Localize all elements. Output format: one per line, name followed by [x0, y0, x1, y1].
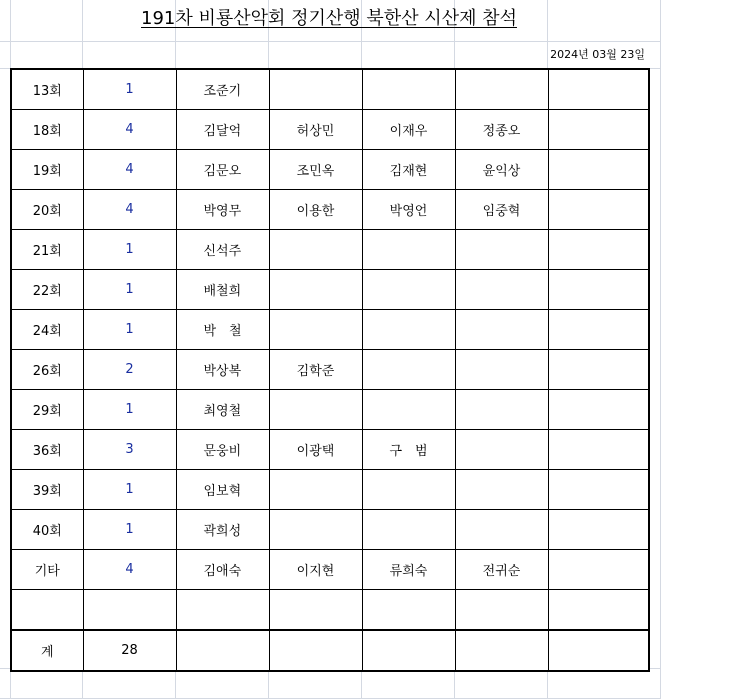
empty-cell[interactable]	[269, 630, 362, 671]
name-cell[interactable]: 박 철	[176, 310, 269, 350]
name-cell[interactable]: 조민옥	[269, 150, 362, 190]
count-cell[interactable]: 4	[83, 190, 176, 230]
name-cell[interactable]: 배철희	[176, 270, 269, 310]
table-row	[11, 390, 649, 430]
total-row	[11, 630, 649, 671]
name-cell[interactable]	[362, 470, 455, 510]
name-cell[interactable]	[455, 350, 548, 390]
empty-cell[interactable]	[548, 630, 649, 671]
table-row	[11, 590, 649, 631]
name-cell[interactable]	[548, 69, 649, 110]
name-cell[interactable]	[362, 310, 455, 350]
name-cell[interactable]: 문웅비	[176, 430, 269, 470]
group-cell[interactable]: 22회	[11, 270, 83, 310]
name-cell[interactable]: 박영언	[362, 190, 455, 230]
name-cell[interactable]: 허상민	[269, 110, 362, 150]
name-cell[interactable]	[548, 430, 649, 470]
empty-cell[interactable]	[362, 630, 455, 671]
table-row	[11, 150, 649, 190]
name-cell[interactable]	[269, 470, 362, 510]
group-cell[interactable]	[11, 590, 83, 631]
name-cell[interactable]	[362, 350, 455, 390]
name-cell[interactable]: 김학준	[269, 350, 362, 390]
table-row	[11, 69, 649, 110]
name-cell[interactable]	[269, 590, 362, 631]
table-row	[11, 190, 649, 230]
name-cell[interactable]	[176, 590, 269, 631]
table-row	[11, 350, 649, 390]
count-cell[interactable]: 1	[83, 310, 176, 350]
name-cell[interactable]: 김문오	[176, 150, 269, 190]
count-cell[interactable]: 1	[83, 470, 176, 510]
table-row	[11, 510, 649, 550]
table-row	[11, 110, 649, 150]
name-cell[interactable]	[455, 390, 548, 430]
name-cell[interactable]: 이재우	[362, 110, 455, 150]
table-row	[11, 310, 649, 350]
group-cell[interactable]: 29회	[11, 390, 83, 430]
table-row	[11, 550, 649, 590]
name-cell[interactable]	[548, 270, 649, 310]
count-cell[interactable]: 1	[83, 390, 176, 430]
grid-line	[660, 0, 661, 699]
name-cell[interactable]	[455, 430, 548, 470]
count-cell[interactable]	[83, 590, 176, 631]
empty-cell[interactable]	[455, 630, 548, 671]
name-cell[interactable]	[548, 590, 649, 631]
name-cell[interactable]: 박영무	[176, 190, 269, 230]
title-text: 191차 비룡산악회 정기산행 북한산 시산제 참석	[141, 8, 517, 29]
name-cell[interactable]: 임보혁	[176, 470, 269, 510]
name-cell[interactable]	[362, 390, 455, 430]
name-cell[interactable]	[362, 510, 455, 550]
name-cell[interactable]	[362, 270, 455, 310]
name-cell[interactable]: 임중혁	[455, 190, 548, 230]
name-cell[interactable]	[455, 270, 548, 310]
name-cell[interactable]	[269, 390, 362, 430]
name-cell[interactable]	[269, 230, 362, 270]
name-cell[interactable]	[455, 510, 548, 550]
name-cell[interactable]	[269, 310, 362, 350]
name-cell[interactable]	[548, 310, 649, 350]
name-cell[interactable]	[548, 390, 649, 430]
count-cell[interactable]: 1	[83, 230, 176, 270]
count-cell[interactable]: 3	[83, 430, 176, 470]
name-cell[interactable]	[455, 230, 548, 270]
name-cell[interactable]: 이용한	[269, 190, 362, 230]
count-cell[interactable]: 4	[83, 150, 176, 190]
name-cell[interactable]: 최영철	[176, 390, 269, 430]
name-cell[interactable]	[548, 470, 649, 510]
total-label-cell[interactable]: 계	[11, 630, 83, 671]
name-cell[interactable]: 조준기	[176, 69, 269, 110]
name-cell[interactable]	[548, 150, 649, 190]
empty-cell[interactable]	[176, 630, 269, 671]
name-cell[interactable]: 전귀순	[455, 550, 548, 590]
name-cell[interactable]: 박상복	[176, 350, 269, 390]
count-cell[interactable]: 1	[83, 270, 176, 310]
group-cell[interactable]: 13회	[11, 69, 83, 110]
name-cell[interactable]	[548, 350, 649, 390]
group-cell[interactable]: 39회	[11, 470, 83, 510]
group-cell[interactable]: 기타	[11, 550, 83, 590]
name-cell[interactable]	[362, 69, 455, 110]
name-cell[interactable]: 윤익상	[455, 150, 548, 190]
name-cell[interactable]: 김재현	[362, 150, 455, 190]
event-date: 2024년 03월 23일	[550, 48, 645, 61]
count-cell[interactable]: 1	[83, 510, 176, 550]
name-cell[interactable]: 신석주	[176, 230, 269, 270]
group-cell[interactable]: 40회	[11, 510, 83, 550]
name-cell[interactable]: 김달억	[176, 110, 269, 150]
group-cell[interactable]: 20회	[11, 190, 83, 230]
name-cell[interactable]: 류희숙	[362, 550, 455, 590]
count-cell[interactable]: 2	[83, 350, 176, 390]
name-cell[interactable]	[548, 230, 649, 270]
group-cell[interactable]: 36회	[11, 430, 83, 470]
page-title	[10, 4, 648, 30]
name-cell[interactable]	[548, 110, 649, 150]
name-cell[interactable]	[548, 510, 649, 550]
table-row	[11, 270, 649, 310]
name-cell[interactable]	[455, 590, 548, 631]
group-cell[interactable]: 21회	[11, 230, 83, 270]
count-cell[interactable]: 1	[83, 69, 176, 110]
group-cell[interactable]: 18회	[11, 110, 83, 150]
name-cell[interactable]	[455, 470, 548, 510]
name-cell[interactable]	[548, 190, 649, 230]
name-cell[interactable]	[269, 69, 362, 110]
name-cell[interactable]: 이광택	[269, 430, 362, 470]
name-cell[interactable]	[362, 590, 455, 631]
table-row	[11, 430, 649, 470]
name-cell[interactable]	[269, 270, 362, 310]
name-cell[interactable]	[269, 510, 362, 550]
group-cell[interactable]: 19회	[11, 150, 83, 190]
name-cell[interactable]: 정종오	[455, 110, 548, 150]
count-cell[interactable]: 4	[83, 550, 176, 590]
group-cell[interactable]: 26회	[11, 350, 83, 390]
name-cell[interactable]: 구 범	[362, 430, 455, 470]
grid-line	[0, 41, 660, 42]
name-cell[interactable]	[548, 550, 649, 590]
table-row	[11, 470, 649, 510]
table-row	[11, 230, 649, 270]
name-cell[interactable]	[362, 230, 455, 270]
count-cell[interactable]: 4	[83, 110, 176, 150]
name-cell[interactable]	[455, 310, 548, 350]
attendance-table	[10, 68, 650, 672]
group-cell[interactable]: 24회	[11, 310, 83, 350]
name-cell[interactable]: 김애숙	[176, 550, 269, 590]
name-cell[interactable]	[455, 69, 548, 110]
name-cell[interactable]: 곽희성	[176, 510, 269, 550]
total-count-cell[interactable]: 28	[83, 630, 176, 671]
name-cell[interactable]: 이지현	[269, 550, 362, 590]
